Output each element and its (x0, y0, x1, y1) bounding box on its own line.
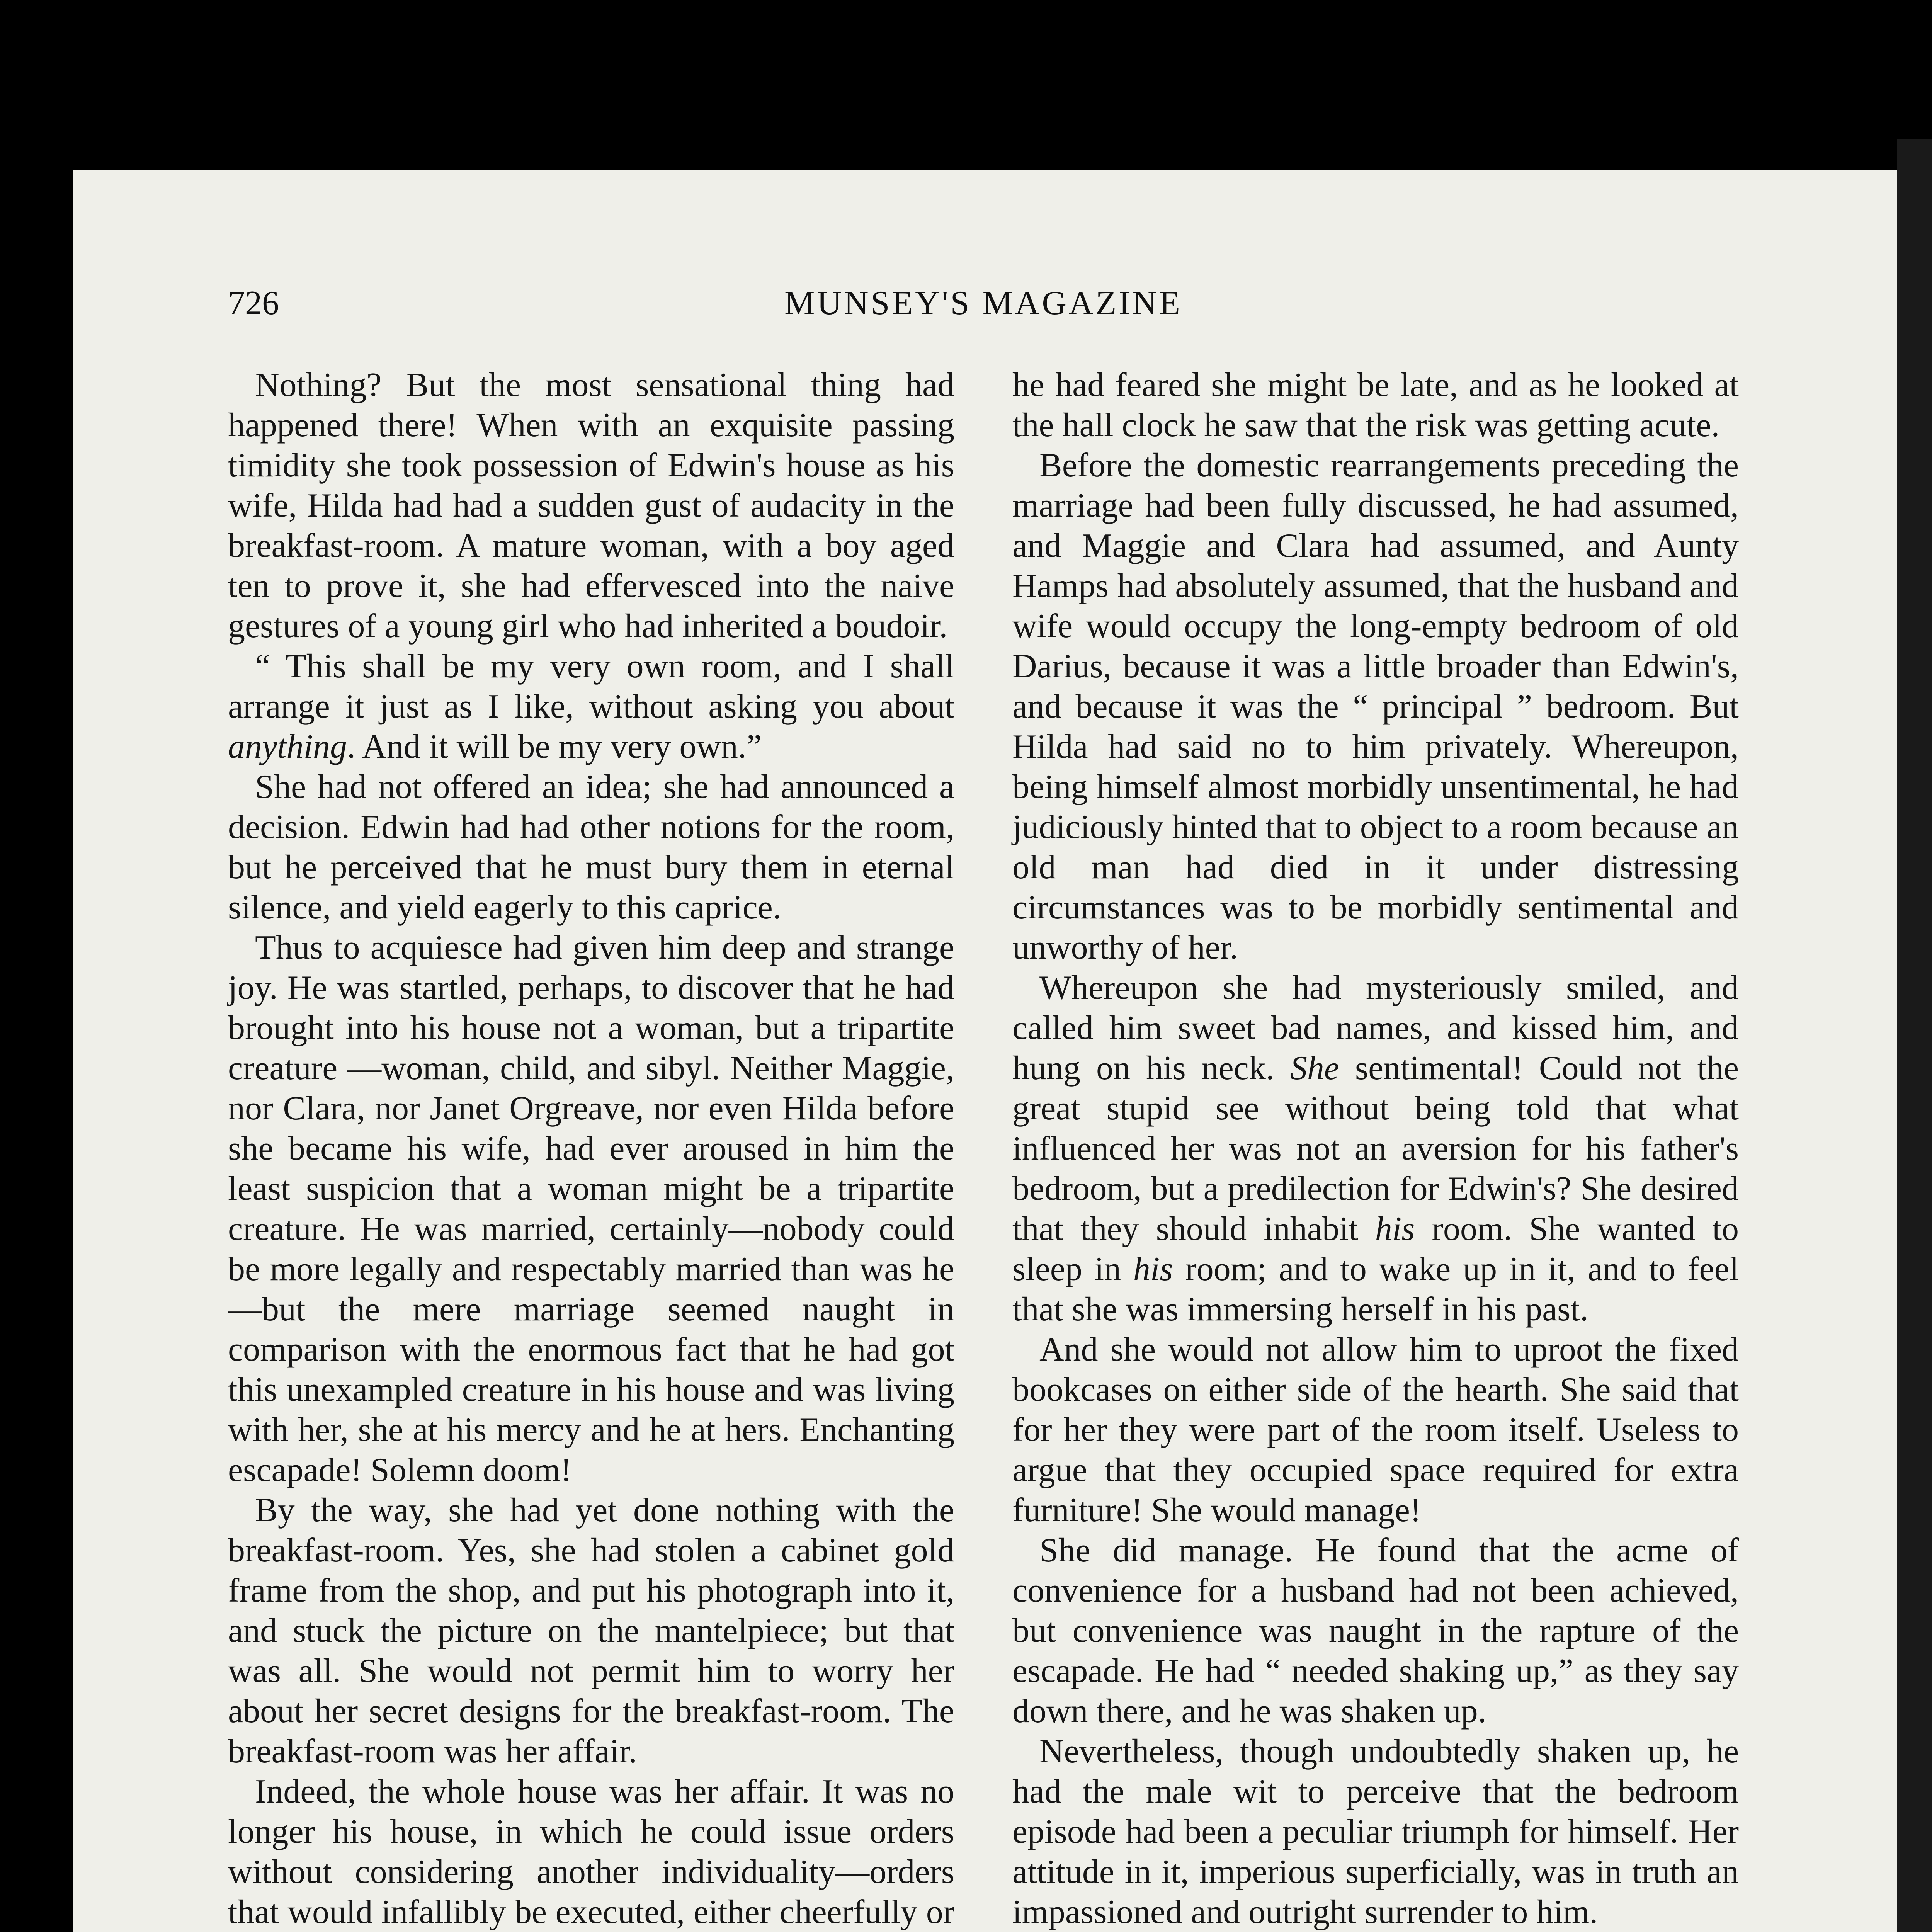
paragraph: And she would not allow him to uproot the fixed bookcases on either side of the hearth. She said that for her they were part of the room itself. Useless to argue that they occupied space required for extra furniture! She would manage! (1012, 1331, 1739, 1529)
right-column (1012, 365, 1739, 1932)
paragraph: Before the domestic rearrangements preceding the marriage had been fully discussed, he had assumed, and Maggie and Clara had assumed, and Aunty Hamps had absolutely assumed, that the husband and wife would occupy the long-empty bedroom of old Darius, because it was a little broader than Edwin's, and because it was the “ principal ” bedroom. But Hilda had said no to him privately. Whereupon, being himself almost morbidly unsentimental, he had judiciously hinted that to object to a room because an old man had died in it under distressing circumstances was to be morbidly sentimental and unworthy of her. (1012, 447, 1739, 966)
page-number: 726 (228, 284, 279, 322)
paragraph: “ This shall be my very own room, and I shall arrange it just as I like, without asking you about anything. And it will be my very own.” (228, 648, 954, 765)
paragraph: Nothing? But the most sensational thing had happened there! When with an exquisite passing timidity she took possession of Edwin's house as his wife, Hilda had had a sudden gust of audacity in the breakfast-room. A mature woman, with a boy aged ten to prove it, she had effervesced into the naive gestures of a young girl who had inherited a boudoir. (228, 366, 954, 645)
emphasis: anything (228, 728, 347, 765)
left-column (228, 365, 954, 1932)
emphasis: She (1290, 1049, 1339, 1087)
book-gutter (1897, 139, 1932, 1932)
paragraph: Nevertheless, though undoubtedly shaken up, he had the male wit to perceive that the bedroom episode had been a peculiar triumph for himself. Her attitude in it, imperious superficially, was in truth an impassioned and outright surrender to him. (1012, 1733, 1739, 1931)
paragraph: he had feared she might be late, and as he looked at the hall clock he saw that the risk was getting acute. (1012, 366, 1739, 444)
paragraph: Thus to acquiesce had given him deep and strange joy. He was startled, perhaps, to discover that he had brought into his house not a woman, but a tripartite creature —woman, child, and sibyl. Neither Maggie, nor Clara, nor Janet Orgreave, nor even Hilda before she became his wife, had ever aroused in him the least suspicion that a woman might be a tripartite creature. He was married, certainly—nobody could be more legally and respectably married than was he—but the mere marriage seemed naught in comparison with the enormous fact that he had got this unexampled creature in his house and was living with her, she at his mercy and he at hers. Enchanting escapade! Solemn doom! (228, 929, 954, 1489)
emphasis: his (1133, 1250, 1173, 1288)
paragraph: She did manage. He found that the acme of convenience for a husband had not been achieved, but convenience was naught in the rapture of the escapade. He had “ needed shaking up,” as they say down there, and he was shaken up. (1012, 1532, 1739, 1730)
running-head: MUNSEY'S MAGAZINE (784, 284, 1182, 322)
paragraph: Indeed, the whole house was her affair. It was no longer his house, in which he could issue orders without considering another individuality—orders that would infallibly be executed, either cheerfully or (228, 1773, 954, 1931)
paragraph: By the way, she had yet done nothing with the breakfast-room. Yes, she had stolen a cabinet gold frame from the shop, and put his photograph into it, and stuck the picture on the mantelpiece; but that was all. She would not permit him to worry her about her secret designs for the breakfast-room. The breakfast-room was her affair. (228, 1492, 954, 1770)
emphasis: his (1375, 1210, 1415, 1248)
page-header (228, 278, 1739, 328)
paragraph: Whereupon she had mysteriously smiled, and called him sweet bad names, and kissed him, and hung on his neck. She sentimental! Could not the great stupid see without being told that what influenced her was not an aversion for his father's bedroom, but a predilection for Edwin's? She desired that they should inhabit his room. She wanted to sleep in his room; and to wake up in it, and to feel that she was immersing herself in his past. (1012, 969, 1739, 1328)
paragraph: She had not offered an idea; she had announced a decision. Edwin had had other notions for the room, but he perceived that he must bury them in eternal silence, and yield eagerly to this caprice. (228, 768, 954, 926)
